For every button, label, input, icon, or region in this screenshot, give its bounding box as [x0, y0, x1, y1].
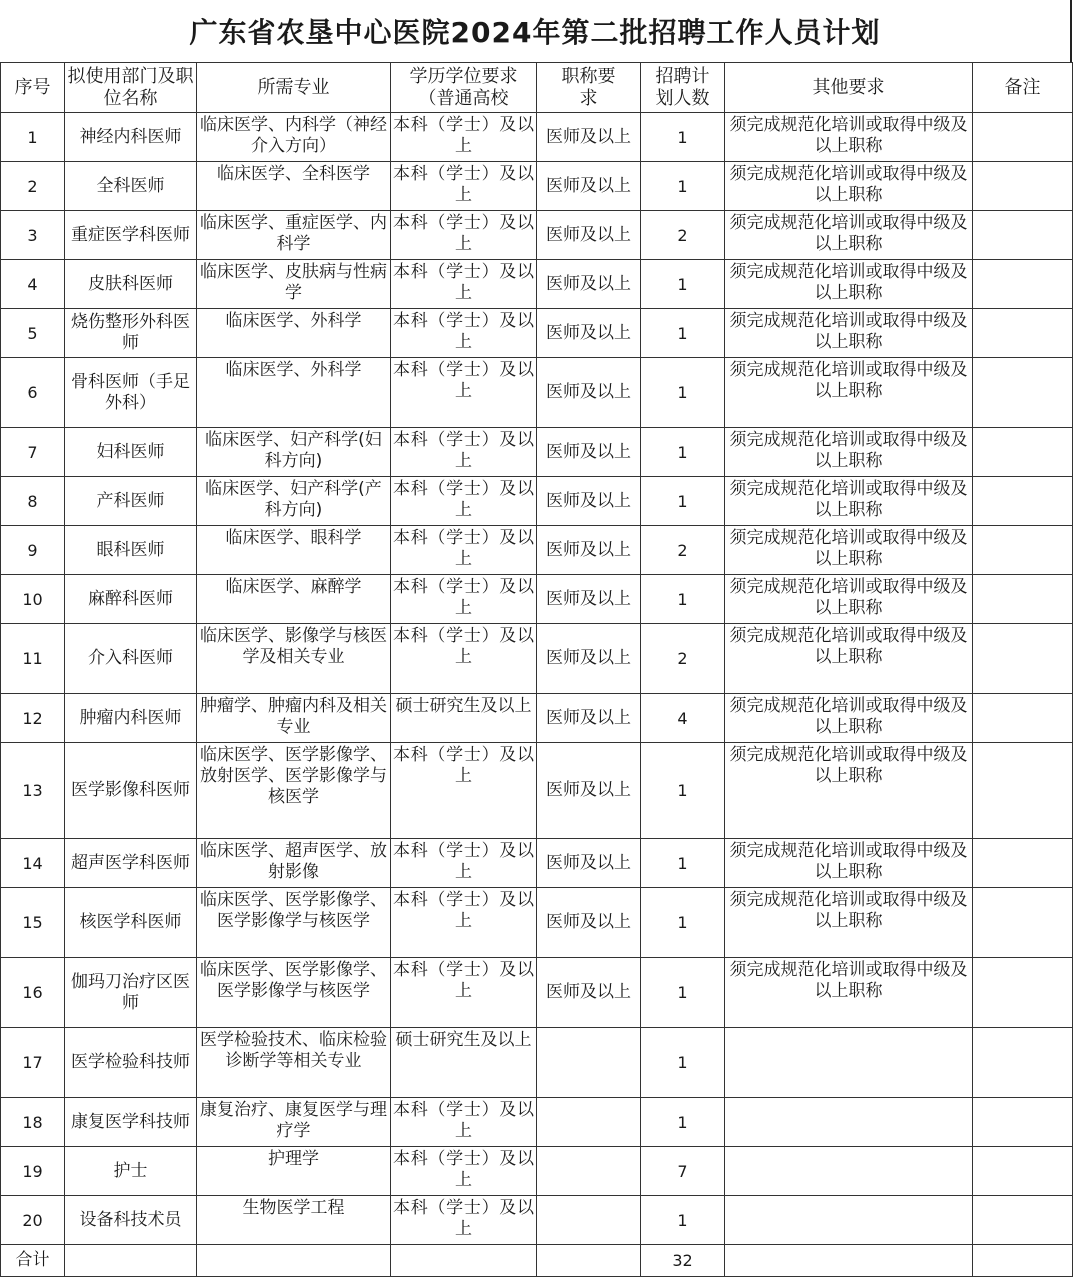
cell-major: 临床医学、妇产科学(产科方向) [197, 477, 391, 526]
cell-title-req: 医师及以上 [537, 575, 641, 624]
cell-note [973, 1098, 1073, 1147]
table-row [1, 309, 1073, 358]
cell-title-req: 医师及以上 [537, 428, 641, 477]
cell-other: 须完成规范化培训或取得中级及以上职称 [725, 260, 973, 309]
cell-major: 肿瘤学、肿瘤内科及相关专业 [197, 694, 391, 743]
cell-edu: 本科（学士）及以上 [391, 743, 537, 839]
cell-edu: 本科（学士）及以上 [391, 1147, 537, 1196]
cell-title-req: 医师及以上 [537, 888, 641, 958]
cell-count: 7 [641, 1147, 725, 1196]
cell-dept: 全科医师 [65, 162, 197, 211]
cell-dept: 介入科医师 [65, 624, 197, 694]
header-other: 其他要求 [725, 63, 973, 113]
cell-dept: 妇科医师 [65, 428, 197, 477]
cell-dept: 设备科技术员 [65, 1196, 197, 1245]
cell-count: 1 [641, 743, 725, 839]
cell-edu: 本科（学士）及以上 [391, 575, 537, 624]
cell-major: 临床医学、超声医学、放射影像 [197, 839, 391, 888]
table-row [1, 1196, 1073, 1245]
cell-count: 4 [641, 694, 725, 743]
cell-note [973, 309, 1073, 358]
cell-count: 2 [641, 624, 725, 694]
total-empty-cell [65, 1245, 197, 1277]
cell-other: 须完成规范化培训或取得中级及以上职称 [725, 358, 973, 428]
cell-major: 临床医学、妇产科学(妇科方向) [197, 428, 391, 477]
total-row [1, 1245, 1073, 1277]
cell-seq: 17 [1, 1028, 65, 1098]
cell-major: 临床医学、外科学 [197, 358, 391, 428]
cell-dept: 医学检验科技师 [65, 1028, 197, 1098]
cell-title-req: 医师及以上 [537, 260, 641, 309]
cell-title-req: 医师及以上 [537, 211, 641, 260]
cell-other [725, 1196, 973, 1245]
cell-seq: 9 [1, 526, 65, 575]
cell-other: 须完成规范化培训或取得中级及以上职称 [725, 211, 973, 260]
header-major: 所需专业 [197, 63, 391, 113]
cell-title-req: 医师及以上 [537, 309, 641, 358]
cell-note [973, 526, 1073, 575]
header-seq: 序号 [1, 63, 65, 113]
cell-dept: 重症医学科医师 [65, 211, 197, 260]
cell-major: 临床医学、眼科学 [197, 526, 391, 575]
cell-count: 1 [641, 888, 725, 958]
table-row [1, 477, 1073, 526]
cell-other [725, 1147, 973, 1196]
table-row [1, 526, 1073, 575]
cell-note [973, 162, 1073, 211]
cell-major: 临床医学、医学影像学、医学影像学与核医学 [197, 888, 391, 958]
cell-other: 须完成规范化培训或取得中级及以上职称 [725, 428, 973, 477]
cell-edu: 本科（学士）及以上 [391, 260, 537, 309]
cell-note [973, 575, 1073, 624]
cell-dept: 产科医师 [65, 477, 197, 526]
cell-seq: 12 [1, 694, 65, 743]
cell-edu: 本科（学士）及以上 [391, 309, 537, 358]
cell-dept: 眼科医师 [65, 526, 197, 575]
table-row [1, 1028, 1073, 1098]
cell-major: 临床医学、皮肤病与性病学 [197, 260, 391, 309]
cell-edu: 本科（学士）及以上 [391, 958, 537, 1028]
cell-edu: 本科（学士）及以上 [391, 428, 537, 477]
table-row [1, 743, 1073, 839]
cell-note [973, 888, 1073, 958]
cell-other: 须完成规范化培训或取得中级及以上职称 [725, 575, 973, 624]
cell-seq: 7 [1, 428, 65, 477]
cell-edu: 本科（学士）及以上 [391, 1098, 537, 1147]
cell-dept: 医学影像科医师 [65, 743, 197, 839]
table-row [1, 428, 1073, 477]
cell-edu: 本科（学士）及以上 [391, 624, 537, 694]
total-empty-cell [197, 1245, 391, 1277]
cell-seq: 8 [1, 477, 65, 526]
cell-seq: 2 [1, 162, 65, 211]
cell-edu: 硕士研究生及以上 [391, 694, 537, 743]
cell-title-req [537, 1028, 641, 1098]
cell-edu: 本科（学士）及以上 [391, 888, 537, 958]
table-row [1, 839, 1073, 888]
cell-note [973, 358, 1073, 428]
cell-count: 1 [641, 1028, 725, 1098]
cell-title-req: 医师及以上 [537, 358, 641, 428]
cell-other: 须完成规范化培训或取得中级及以上职称 [725, 113, 973, 162]
cell-seq: 14 [1, 839, 65, 888]
cell-major: 临床医学、医学影像学、放射医学、医学影像学与核医学 [197, 743, 391, 839]
cell-major: 康复治疗、康复医学与理疗学 [197, 1098, 391, 1147]
cell-seq: 15 [1, 888, 65, 958]
cell-title-req [537, 1196, 641, 1245]
cell-dept: 麻醉科医师 [65, 575, 197, 624]
cell-dept: 超声医学科医师 [65, 839, 197, 888]
cell-seq: 19 [1, 1147, 65, 1196]
cell-other: 须完成规范化培训或取得中级及以上职称 [725, 624, 973, 694]
cell-note [973, 1028, 1073, 1098]
header-count: 招聘计划人数 [641, 63, 725, 113]
cell-note [973, 428, 1073, 477]
header-edu: 学历学位要求（普通高校 [391, 63, 537, 113]
cell-dept: 康复医学科技师 [65, 1098, 197, 1147]
table-row [1, 624, 1073, 694]
cell-note [973, 260, 1073, 309]
cell-title-req [537, 1098, 641, 1147]
cell-edu: 本科（学士）及以上 [391, 358, 537, 428]
total-count: 32 [641, 1245, 725, 1277]
cell-major: 临床医学、麻醉学 [197, 575, 391, 624]
cell-count: 1 [641, 839, 725, 888]
cell-seq: 20 [1, 1196, 65, 1245]
cell-title-req: 医师及以上 [537, 477, 641, 526]
cell-edu: 本科（学士）及以上 [391, 526, 537, 575]
recruitment-table [0, 62, 1073, 1277]
cell-note [973, 211, 1073, 260]
cell-count: 1 [641, 575, 725, 624]
cell-seq: 10 [1, 575, 65, 624]
table-row [1, 162, 1073, 211]
cell-title-req: 医师及以上 [537, 694, 641, 743]
cell-edu: 本科（学士）及以上 [391, 839, 537, 888]
cell-major: 临床医学、重症医学、内科学 [197, 211, 391, 260]
header-title-req: 职称要求 [537, 63, 641, 113]
cell-count: 1 [641, 309, 725, 358]
cell-other [725, 1098, 973, 1147]
cell-count: 1 [641, 1196, 725, 1245]
cell-title-req: 医师及以上 [537, 624, 641, 694]
cell-other: 须完成规范化培训或取得中级及以上职称 [725, 888, 973, 958]
cell-title-req: 医师及以上 [537, 839, 641, 888]
table-body [1, 113, 1073, 1245]
table-row [1, 260, 1073, 309]
cell-count: 1 [641, 260, 725, 309]
total-empty-cell [725, 1245, 973, 1277]
cell-edu: 本科（学士）及以上 [391, 1196, 537, 1245]
cell-seq: 3 [1, 211, 65, 260]
cell-seq: 13 [1, 743, 65, 839]
cell-seq: 5 [1, 309, 65, 358]
cell-count: 1 [641, 958, 725, 1028]
cell-dept: 神经内科医师 [65, 113, 197, 162]
table-row [1, 1098, 1073, 1147]
cell-count: 1 [641, 477, 725, 526]
cell-count: 1 [641, 162, 725, 211]
cell-count: 2 [641, 211, 725, 260]
cell-other: 须完成规范化培训或取得中级及以上职称 [725, 162, 973, 211]
table-row [1, 694, 1073, 743]
table-row [1, 888, 1073, 958]
cell-edu: 本科（学士）及以上 [391, 477, 537, 526]
cell-title-req: 医师及以上 [537, 958, 641, 1028]
cell-major: 医学检验技术、临床检验诊断学等相关专业 [197, 1028, 391, 1098]
cell-major: 临床医学、影像学与核医学及相关专业 [197, 624, 391, 694]
cell-dept: 肿瘤内科医师 [65, 694, 197, 743]
cell-count: 1 [641, 1098, 725, 1147]
cell-seq: 6 [1, 358, 65, 428]
cell-dept: 烧伤整形外科医师 [65, 309, 197, 358]
cell-seq: 18 [1, 1098, 65, 1147]
cell-other: 须完成规范化培训或取得中级及以上职称 [725, 477, 973, 526]
header-row [1, 63, 1073, 113]
cell-note [973, 958, 1073, 1028]
cell-note [973, 694, 1073, 743]
table-row [1, 113, 1073, 162]
table-row [1, 211, 1073, 260]
cell-other: 须完成规范化培训或取得中级及以上职称 [725, 958, 973, 1028]
cell-major: 临床医学、全科医学 [197, 162, 391, 211]
cell-edu: 本科（学士）及以上 [391, 162, 537, 211]
cell-seq: 16 [1, 958, 65, 1028]
cell-seq: 1 [1, 113, 65, 162]
cell-count: 1 [641, 428, 725, 477]
cell-count: 1 [641, 358, 725, 428]
cell-dept: 护士 [65, 1147, 197, 1196]
cell-other: 须完成规范化培训或取得中级及以上职称 [725, 694, 973, 743]
table-row [1, 575, 1073, 624]
cell-count: 2 [641, 526, 725, 575]
cell-note [973, 477, 1073, 526]
cell-dept: 骨科医师（手足外科） [65, 358, 197, 428]
cell-dept: 核医学科医师 [65, 888, 197, 958]
cell-title-req: 医师及以上 [537, 162, 641, 211]
cell-major: 临床医学、医学影像学、医学影像学与核医学 [197, 958, 391, 1028]
total-empty-cell [537, 1245, 641, 1277]
cell-edu: 本科（学士）及以上 [391, 113, 537, 162]
cell-note [973, 1196, 1073, 1245]
cell-edu: 硕士研究生及以上 [391, 1028, 537, 1098]
cell-seq: 4 [1, 260, 65, 309]
cell-note [973, 1147, 1073, 1196]
cell-note [973, 743, 1073, 839]
cell-major: 临床医学、内科学（神经介入方向） [197, 113, 391, 162]
cell-note [973, 624, 1073, 694]
cell-note [973, 113, 1073, 162]
document-title: 广东省农垦中心医院2024年第二批招聘工作人员计划 [0, 0, 1072, 62]
header-note: 备注 [973, 63, 1073, 113]
cell-other: 须完成规范化培训或取得中级及以上职称 [725, 839, 973, 888]
cell-other [725, 1028, 973, 1098]
cell-major: 护理学 [197, 1147, 391, 1196]
cell-major: 生物医学工程 [197, 1196, 391, 1245]
total-label: 合计 [1, 1245, 65, 1277]
cell-other: 须完成规范化培训或取得中级及以上职称 [725, 309, 973, 358]
cell-count: 1 [641, 113, 725, 162]
cell-dept: 伽玛刀治疗区医师 [65, 958, 197, 1028]
total-empty-cell [973, 1245, 1073, 1277]
cell-major: 临床医学、外科学 [197, 309, 391, 358]
cell-seq: 11 [1, 624, 65, 694]
cell-dept: 皮肤科医师 [65, 260, 197, 309]
table-row [1, 358, 1073, 428]
cell-other: 须完成规范化培训或取得中级及以上职称 [725, 743, 973, 839]
cell-title-req: 医师及以上 [537, 743, 641, 839]
cell-other: 须完成规范化培训或取得中级及以上职称 [725, 526, 973, 575]
cell-title-req: 医师及以上 [537, 113, 641, 162]
cell-edu: 本科（学士）及以上 [391, 211, 537, 260]
cell-title-req: 医师及以上 [537, 526, 641, 575]
cell-title-req [537, 1147, 641, 1196]
header-dept: 拟使用部门及职位名称 [65, 63, 197, 113]
table-row [1, 1147, 1073, 1196]
cell-note [973, 839, 1073, 888]
total-empty-cell [391, 1245, 537, 1277]
table-row [1, 958, 1073, 1028]
